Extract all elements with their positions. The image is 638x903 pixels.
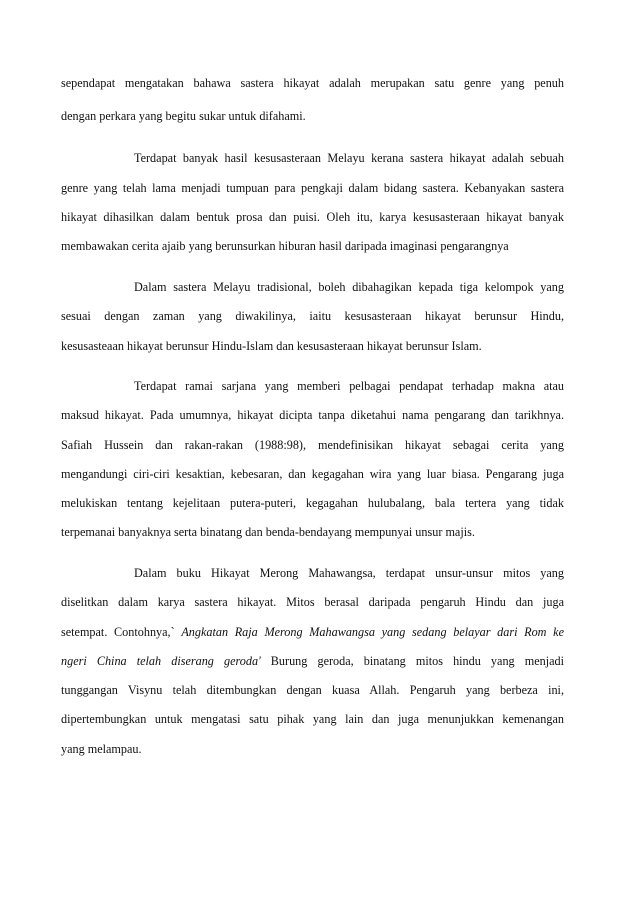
text-line: maksud hikayat. Pada umumnya, hikayat dicipta tanpa diketahui nama pengarang dan tarikhnya. — [61, 408, 564, 422]
text-line — [61, 624, 564, 640]
text-line: genre yang telah lama menjadi tumpuan para pengkaji dalam bidang sastera. Kebanyakan sastera — [61, 181, 564, 195]
text-segment: setempat. Contohnya,` — [61, 625, 175, 639]
text-line: Safiah Hussein dan rakan-rakan (1988:98), mendefinisikan hikayat sebagai cerita yang — [61, 438, 564, 452]
text-line: terpemanai banyaknya serta binatang dan benda-bendayang mempunyai unsur majis. — [61, 525, 475, 539]
text-line: dipertembungkan untuk mengatasi satu pihak yang lain dan juga menunjukkan kemenangan — [61, 712, 564, 726]
text-line: melukiskan tentang kejelitaan putera-puteri, kegagahan hulubalang, bala tertera yang tidak — [61, 496, 564, 510]
text-line: diselitkan dalam karya sastera hikayat. Mitos berasal daripada pengaruh Hindu dan juga — [61, 595, 564, 609]
text-line: sependapat mengatakan bahawa sastera hikayat adalah merupakan satu genre yang penuh — [61, 76, 564, 90]
italic-quote: ngeri China telah diserang geroda' — [61, 654, 261, 668]
text-line: Dalam sastera Melayu tradisional, boleh dibahagikan kepada tiga kelompok yang — [134, 280, 564, 294]
italic-quote: Angkatan Raja Merong Mahawangsa yang sedang belayar dari Rom ke — [181, 625, 564, 639]
text-line: kesusasteaan hikayat berunsur Hindu-Islam dan kesusasteraan hikayat berunsur Islam. — [61, 339, 482, 353]
text-segment: Burung geroda, binatang mitos hindu yang menjadi — [270, 654, 564, 668]
text-line: sesuai dengan zaman yang diwakilinya, iaitu kesusasteraan hikayat berunsur Hindu, — [61, 309, 564, 323]
text-line: Terdapat banyak hasil kesusasteraan Melayu kerana sastera hikayat adalah sebuah — [134, 151, 564, 165]
text-line: mengandungi ciri-ciri kesaktian, kebesaran, dan kegagahan wira yang luar biasa. Pengarang juga — [61, 467, 564, 481]
text-line: membawakan cerita ajaib yang berunsurkan hiburan hasil daripada imaginasi pengarangnya — [61, 239, 509, 253]
text-line: dengan perkara yang begitu sukar untuk difahami. — [61, 109, 306, 123]
text-line — [61, 653, 564, 669]
text-line: Terdapat ramai sarjana yang memberi pelbagai pendapat terhadap makna atau — [134, 379, 564, 393]
text-line: Dalam buku Hikayat Merong Mahawangsa, terdapat unsur-unsur mitos yang — [134, 566, 564, 580]
text-line: hikayat dihasilkan dalam bentuk prosa dan puisi. Oleh itu, karya kesusasteraan hikayat banyak — [61, 210, 564, 224]
text-line: yang melampau. — [61, 742, 142, 756]
text-line: tunggangan Visynu telah ditembungkan dengan kuasa Allah. Pengaruh yang berbeza ini, — [61, 683, 564, 697]
